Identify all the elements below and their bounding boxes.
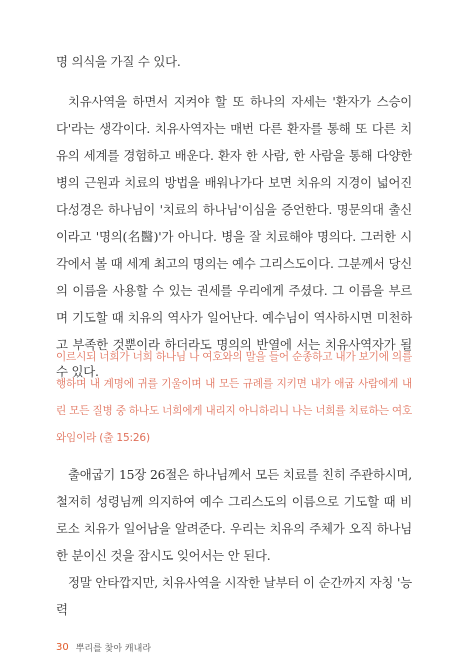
paragraph-continuation: 명 의식을 가질 수 있다. xyxy=(56,54,181,69)
running-title: 뿌리를 찾아 캐내라 xyxy=(75,644,152,654)
paragraph-patient-is-teacher: 치유사역을 하면서 지켜야 할 또 하나의 자세는 '환자가 스승이다'라는 생각이다. 치유사역자는 매번 다른 환자를 통해 또 다른 치유의 세계를 경험하고 배운다. 환자 한 사람, 한 사람을 통해 다양한 병의 근원과 치료의 방법을 배워나가다 보면 치유의 지경이 넓어진다. xyxy=(56,94,412,217)
paragraph-closing: 정말 안타깝지만, 치유사역을 시작한 날부터 이 순간까지 자칭 '능력 xyxy=(56,575,412,617)
paragraph-exodus-commentary: 출애굽기 15장 26절은 하나님께서 모든 치료를 친히 주관하시며, 철저히 성령님께 의지하여 예수 그리스도의 이름으로 기도할 때 비로소 치유가 일어남을 알려준다. 우리는 치유의 주체가 오직 하나님 한 분이신 것을 잠시도 잊어서는 안 된다. xyxy=(56,467,412,563)
page-number: 30 xyxy=(56,642,69,653)
paragraph-healing-god: 성경은 하나님이 '치료의 하나님'이심을 증언한다. 명문의대 출신이라고 '명의(名醫)'가 아니다. 병을 잘 치료해야 명의다. 그러한 시각에서 볼 때 세계 최고의 명의는 예수 그리스도이다. 그분께서 당신의 이름을 사용할 수 있는 권세를 우리에게 주셨다. 그 이름을 부르며 기도할 때 치유의 역사가 일어난다. 예수님이 역사하시면 미천하고 부족한 것뿐이라 하더라도 명의의 반열에 서는 치유사역자가 될 수 있다. xyxy=(56,202,412,379)
page-footer xyxy=(56,641,151,654)
scripture-quote: 이르시되 너희가 너희 하나님 나 여호와의 말을 들어 순종하고 내가 보기에 의를 행하며 내 계명에 귀를 기울이며 내 모든 규례를 지키면 내가 애굽 사람에게 내린 모든 질병 중 하나도 너희에게 내리지 아니하리니 나는 너희를 치료하는 여호와임이라 (출 15:26) xyxy=(56,351,412,444)
